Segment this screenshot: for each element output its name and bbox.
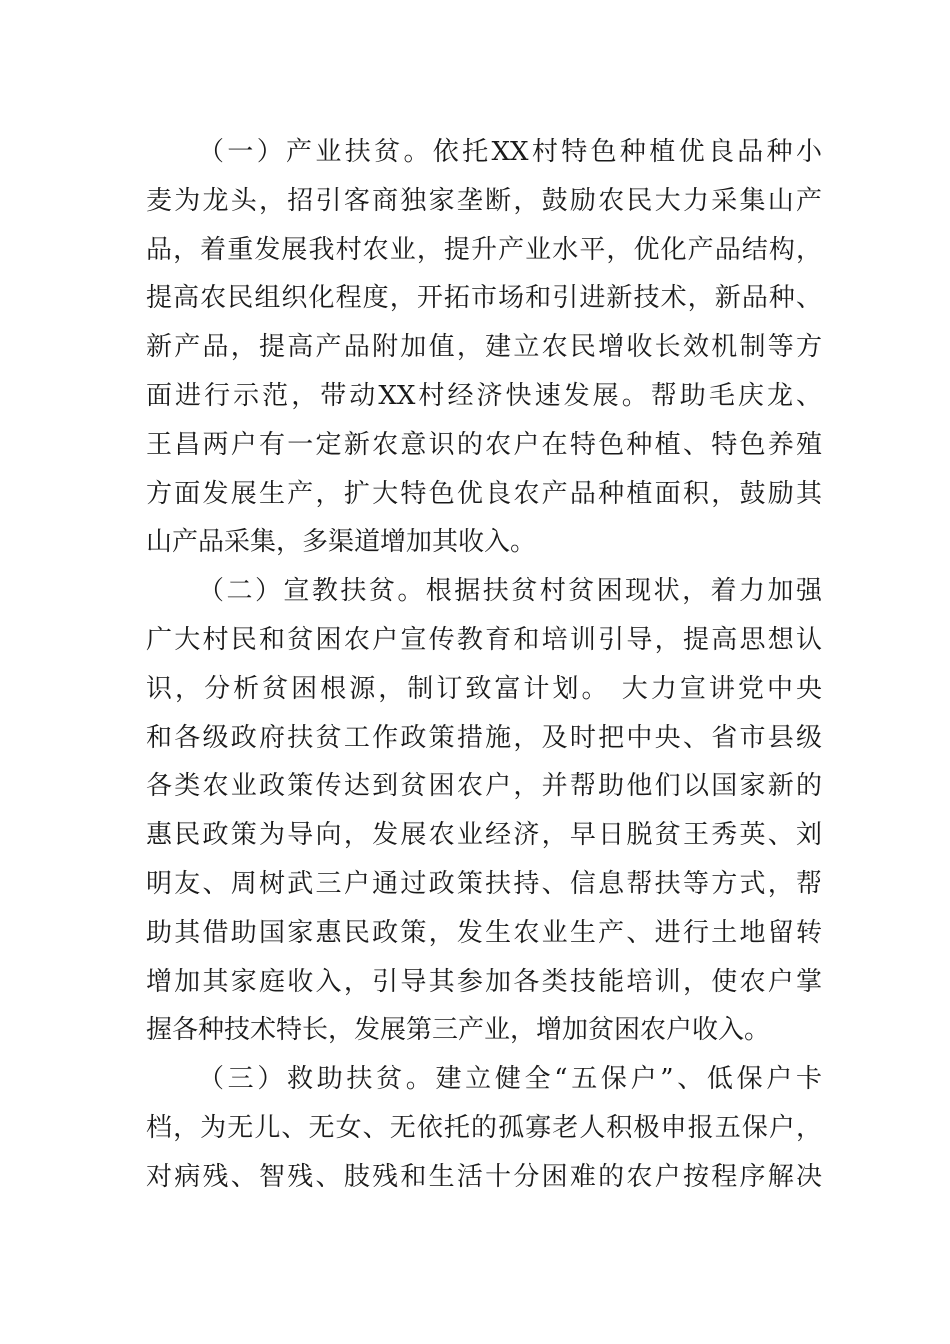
paragraph-line: （二）宣教扶贫。根据扶贫村贫困现状，着力加强 [198,576,822,607]
document-body [146,128,822,1202]
paragraph-line: 和各级政府扶贫工作政策措施，及时把中央、省市县级 [146,722,822,753]
paragraph-line: 广大村民和贫困农户宣传教育和培训引导，提高思想认 [146,624,822,655]
paragraph-line: 助其借助国家惠民政策，发生农业生产、进行土地留转 [146,917,822,948]
paragraph-line: 对病残、智残、肢残和生活十分困难的农户按程序解决 [146,1161,822,1192]
paragraph-line: 惠民政策为导向，发展农业经济，早日脱贫王秀英、刘 [146,820,822,851]
paragraph-line: 面进行示范，带动XX村经济快速发展。帮助毛庆龙、 [146,380,822,411]
paragraph-line: 麦为龙头，招引客商独家垄断，鼓励农民大力采集山产 [146,185,822,216]
paragraph-line: 识，分析贫困根源，制订致富计划。 大力宣讲党中央 [146,673,822,704]
paragraph-line: 增加其家庭收入，引导其参加各类技能培训，使农户掌 [146,966,822,997]
paragraph-line: 各类农业政策传达到贫困农户，并帮助他们以国家新的 [146,771,822,802]
paragraph-line: 档，为无儿、无女、无依托的孤寡老人积极申报五保户， [146,1112,822,1143]
paragraph-line: （一）产业扶贫。依托XX村特色种植优良品种小 [198,137,822,167]
paragraph-industry-poverty-alleviation [146,128,822,567]
paragraph-line: 新产品，提高产品附加值，建立农民增收长效机制等方 [146,332,822,363]
paragraph-line: （三）救助扶贫。建立健全“五保户”、低保户卡 [198,1064,822,1095]
paragraph-line: 提高农民组织化程度，开拓市场和引进新技术，新品种、 [146,283,822,314]
paragraph-line: 握各种技术特长，发展第三产业，增加贫困农户收入。 [146,1015,771,1046]
paragraph-relief-poverty-alleviation [146,1055,822,1201]
paragraph-line: 品，着重发展我村农业，提升产业水平，优化产品结构， [146,234,822,265]
paragraph-line: 明友、周树武三户通过政策扶持、信息帮扶等方式，帮 [146,868,822,899]
paragraph-education-poverty-alleviation [146,567,822,1055]
paragraph-line: 方面发展生产，扩大特色优良农产品种植面积，鼓励其 [146,478,822,509]
paragraph-line: 山产品采集，多渠道增加其收入。 [146,527,537,558]
paragraph-line: 王昌两户有一定新农意识的农户在特色种植、特色养殖 [146,429,822,460]
